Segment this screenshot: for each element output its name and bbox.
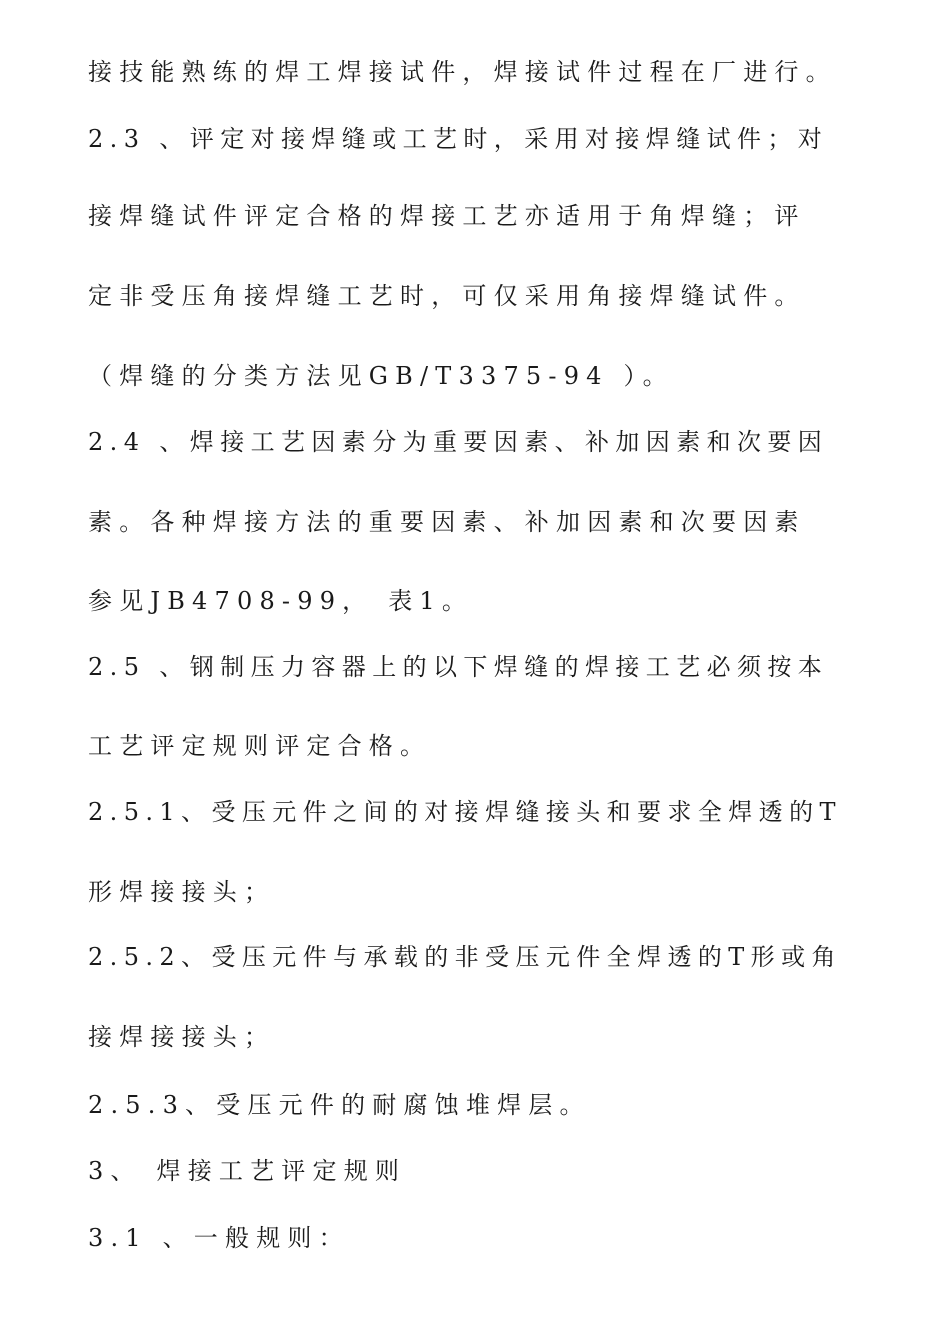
subsection-heading: 3.1 、一般规则： [88,1224,350,1252]
section-heading: 3、 焊接工艺评定规则 [88,1157,407,1185]
text-line-13: 2.5.2、受压元件与承载的非受压元件全焊透的T形或角 [88,943,842,971]
text-line-5: （焊缝的分类方法见GB/T3375-94 ）。 [88,362,674,390]
text-line-1: 接技能熟练的焊工焊接试件，焊接试件过程在厂进行。 [88,58,837,86]
text-line-10: 工艺评定规则评定合格。 [88,732,432,760]
text-line-7: 素。各种焊接方法的重要因素、补加因素和次要因素 [88,508,806,536]
text-line-8: 参见JB4708-99， 表1。 [88,587,474,615]
text-line-15: 2.5.3、受压元件的耐腐蚀堆焊层。 [88,1091,591,1119]
text-line-12: 形焊接接头； [88,878,276,906]
text-line-14: 接焊接接头； [88,1023,276,1051]
text-line-11: 2.5.1、受压元件之间的对接焊缝接头和要求全焊透的T [88,798,842,826]
text-line-9: 2.5 、钢制压力容器上的以下焊缝的焊接工艺必须按本 [88,653,829,681]
text-line-2: 2.3 、评定对接焊缝或工艺时，采用对接焊缝试件；对 [88,125,829,153]
text-line-3: 接焊缝试件评定合格的焊接工艺亦适用于角焊缝；评 [88,202,806,230]
text-line-6: 2.4 、焊接工艺因素分为重要因素、补加因素和次要因 [88,428,829,456]
text-line-4: 定非受压角接焊缝工艺时，可仅采用角接焊缝试件。 [88,282,806,310]
